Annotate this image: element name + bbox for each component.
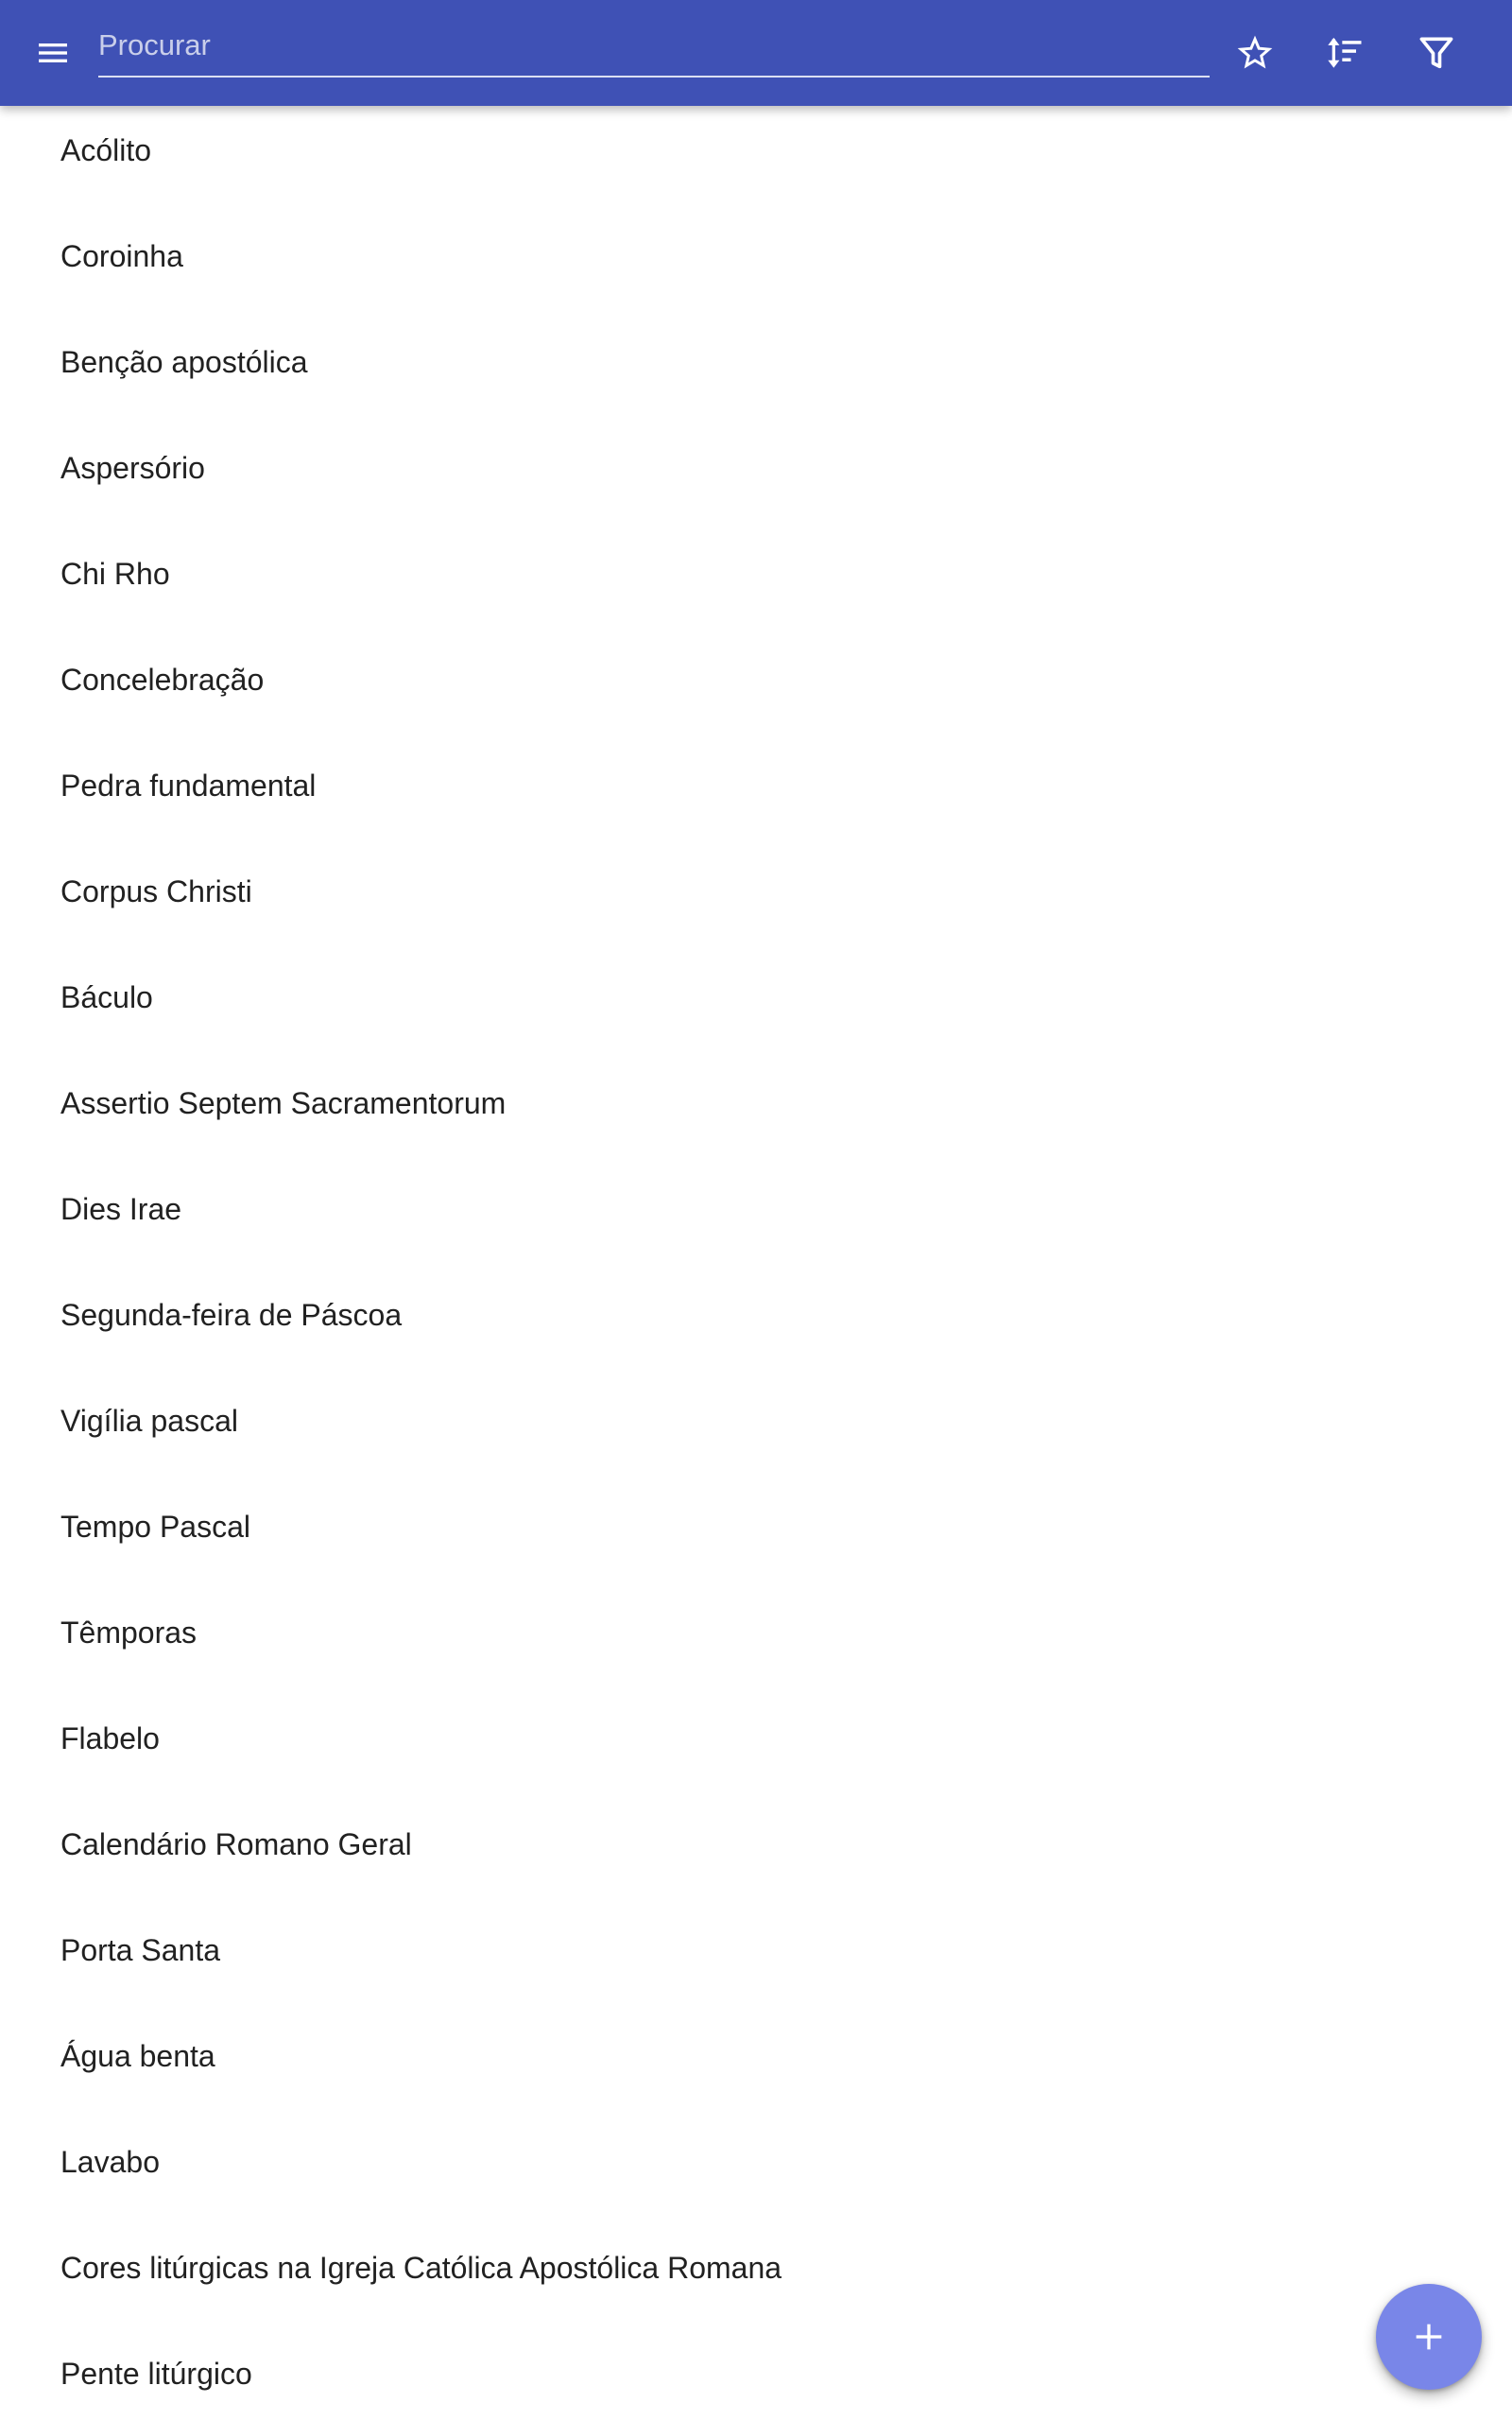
- list-item[interactable]: [0, 1791, 1512, 1897]
- list-item-label: Porta Santa: [60, 1932, 220, 1967]
- list-item[interactable]: [0, 1050, 1512, 1156]
- list-item-label: Acólito: [60, 132, 152, 167]
- list-item-label: Pedra fundamental: [60, 768, 317, 803]
- list-item[interactable]: [0, 627, 1512, 733]
- menu-icon: [34, 34, 72, 72]
- list-item[interactable]: [0, 2215, 1512, 2321]
- list-item[interactable]: [0, 1897, 1512, 2003]
- menu-button[interactable]: [15, 15, 91, 91]
- list-item-label: Assertio Septem Sacramentorum: [60, 1085, 507, 1120]
- list-item-label: Lavabo: [60, 2144, 160, 2179]
- top-app-bar: [0, 0, 1512, 106]
- list-item[interactable]: [0, 1156, 1512, 1262]
- add-button[interactable]: [1376, 2284, 1482, 2390]
- list-item-label: Segunda-feira de Páscoa: [60, 1297, 403, 1332]
- list-item-label: Calendário Romano Geral: [60, 1826, 412, 1861]
- list-item[interactable]: [0, 944, 1512, 1050]
- list-item[interactable]: [0, 309, 1512, 415]
- list-item[interactable]: [0, 838, 1512, 944]
- filter-button[interactable]: [1399, 15, 1474, 91]
- filter-icon: [1416, 32, 1457, 74]
- list-item[interactable]: [0, 1368, 1512, 1474]
- list-item-label: Flabelo: [60, 1720, 160, 1755]
- plus-icon: [1410, 2318, 1448, 2356]
- list-item[interactable]: [0, 1580, 1512, 1685]
- list-item-label: Corpus Christi: [60, 873, 252, 908]
- list-item[interactable]: [0, 97, 1512, 203]
- list-item[interactable]: [0, 2109, 1512, 2215]
- list-item-label: Coroinha: [60, 238, 183, 273]
- list-item-label: Cores litúrgicas na Igreja Católica Apostólica Romana: [60, 2250, 782, 2285]
- list-item-label: Água benta: [60, 2038, 215, 2073]
- list-item-label: Dies Irae: [60, 1191, 182, 1226]
- list-item-label: Vigília pascal: [60, 1403, 238, 1438]
- term-list: [0, 97, 1512, 2420]
- list-item-label: Tempo Pascal: [60, 1509, 250, 1544]
- favorites-button[interactable]: [1217, 15, 1293, 91]
- list-item[interactable]: [0, 1685, 1512, 1791]
- star-outline-icon: [1234, 32, 1276, 74]
- list-item[interactable]: [0, 415, 1512, 521]
- sort-icon: [1325, 32, 1366, 74]
- list-item[interactable]: [0, 521, 1512, 627]
- list-item-label: Aspersório: [60, 450, 205, 485]
- list-item-label: Concelebração: [60, 662, 265, 697]
- list-item-label: Pente litúrgico: [60, 2356, 252, 2391]
- search-field: [98, 17, 1210, 78]
- list-item[interactable]: [0, 203, 1512, 309]
- list-item-label: Têmporas: [60, 1615, 198, 1650]
- list-item-label: Chi Rho: [60, 556, 170, 591]
- list-item[interactable]: [0, 1262, 1512, 1368]
- list-item-label: Benção apostólica: [60, 344, 308, 379]
- search-input[interactable]: [98, 17, 1210, 74]
- list-item-label: Báculo: [60, 979, 153, 1014]
- list-item[interactable]: [0, 2321, 1512, 2420]
- list-item[interactable]: [0, 2003, 1512, 2109]
- sort-button[interactable]: [1308, 15, 1383, 91]
- list-item[interactable]: [0, 1474, 1512, 1580]
- list-item[interactable]: [0, 733, 1512, 838]
